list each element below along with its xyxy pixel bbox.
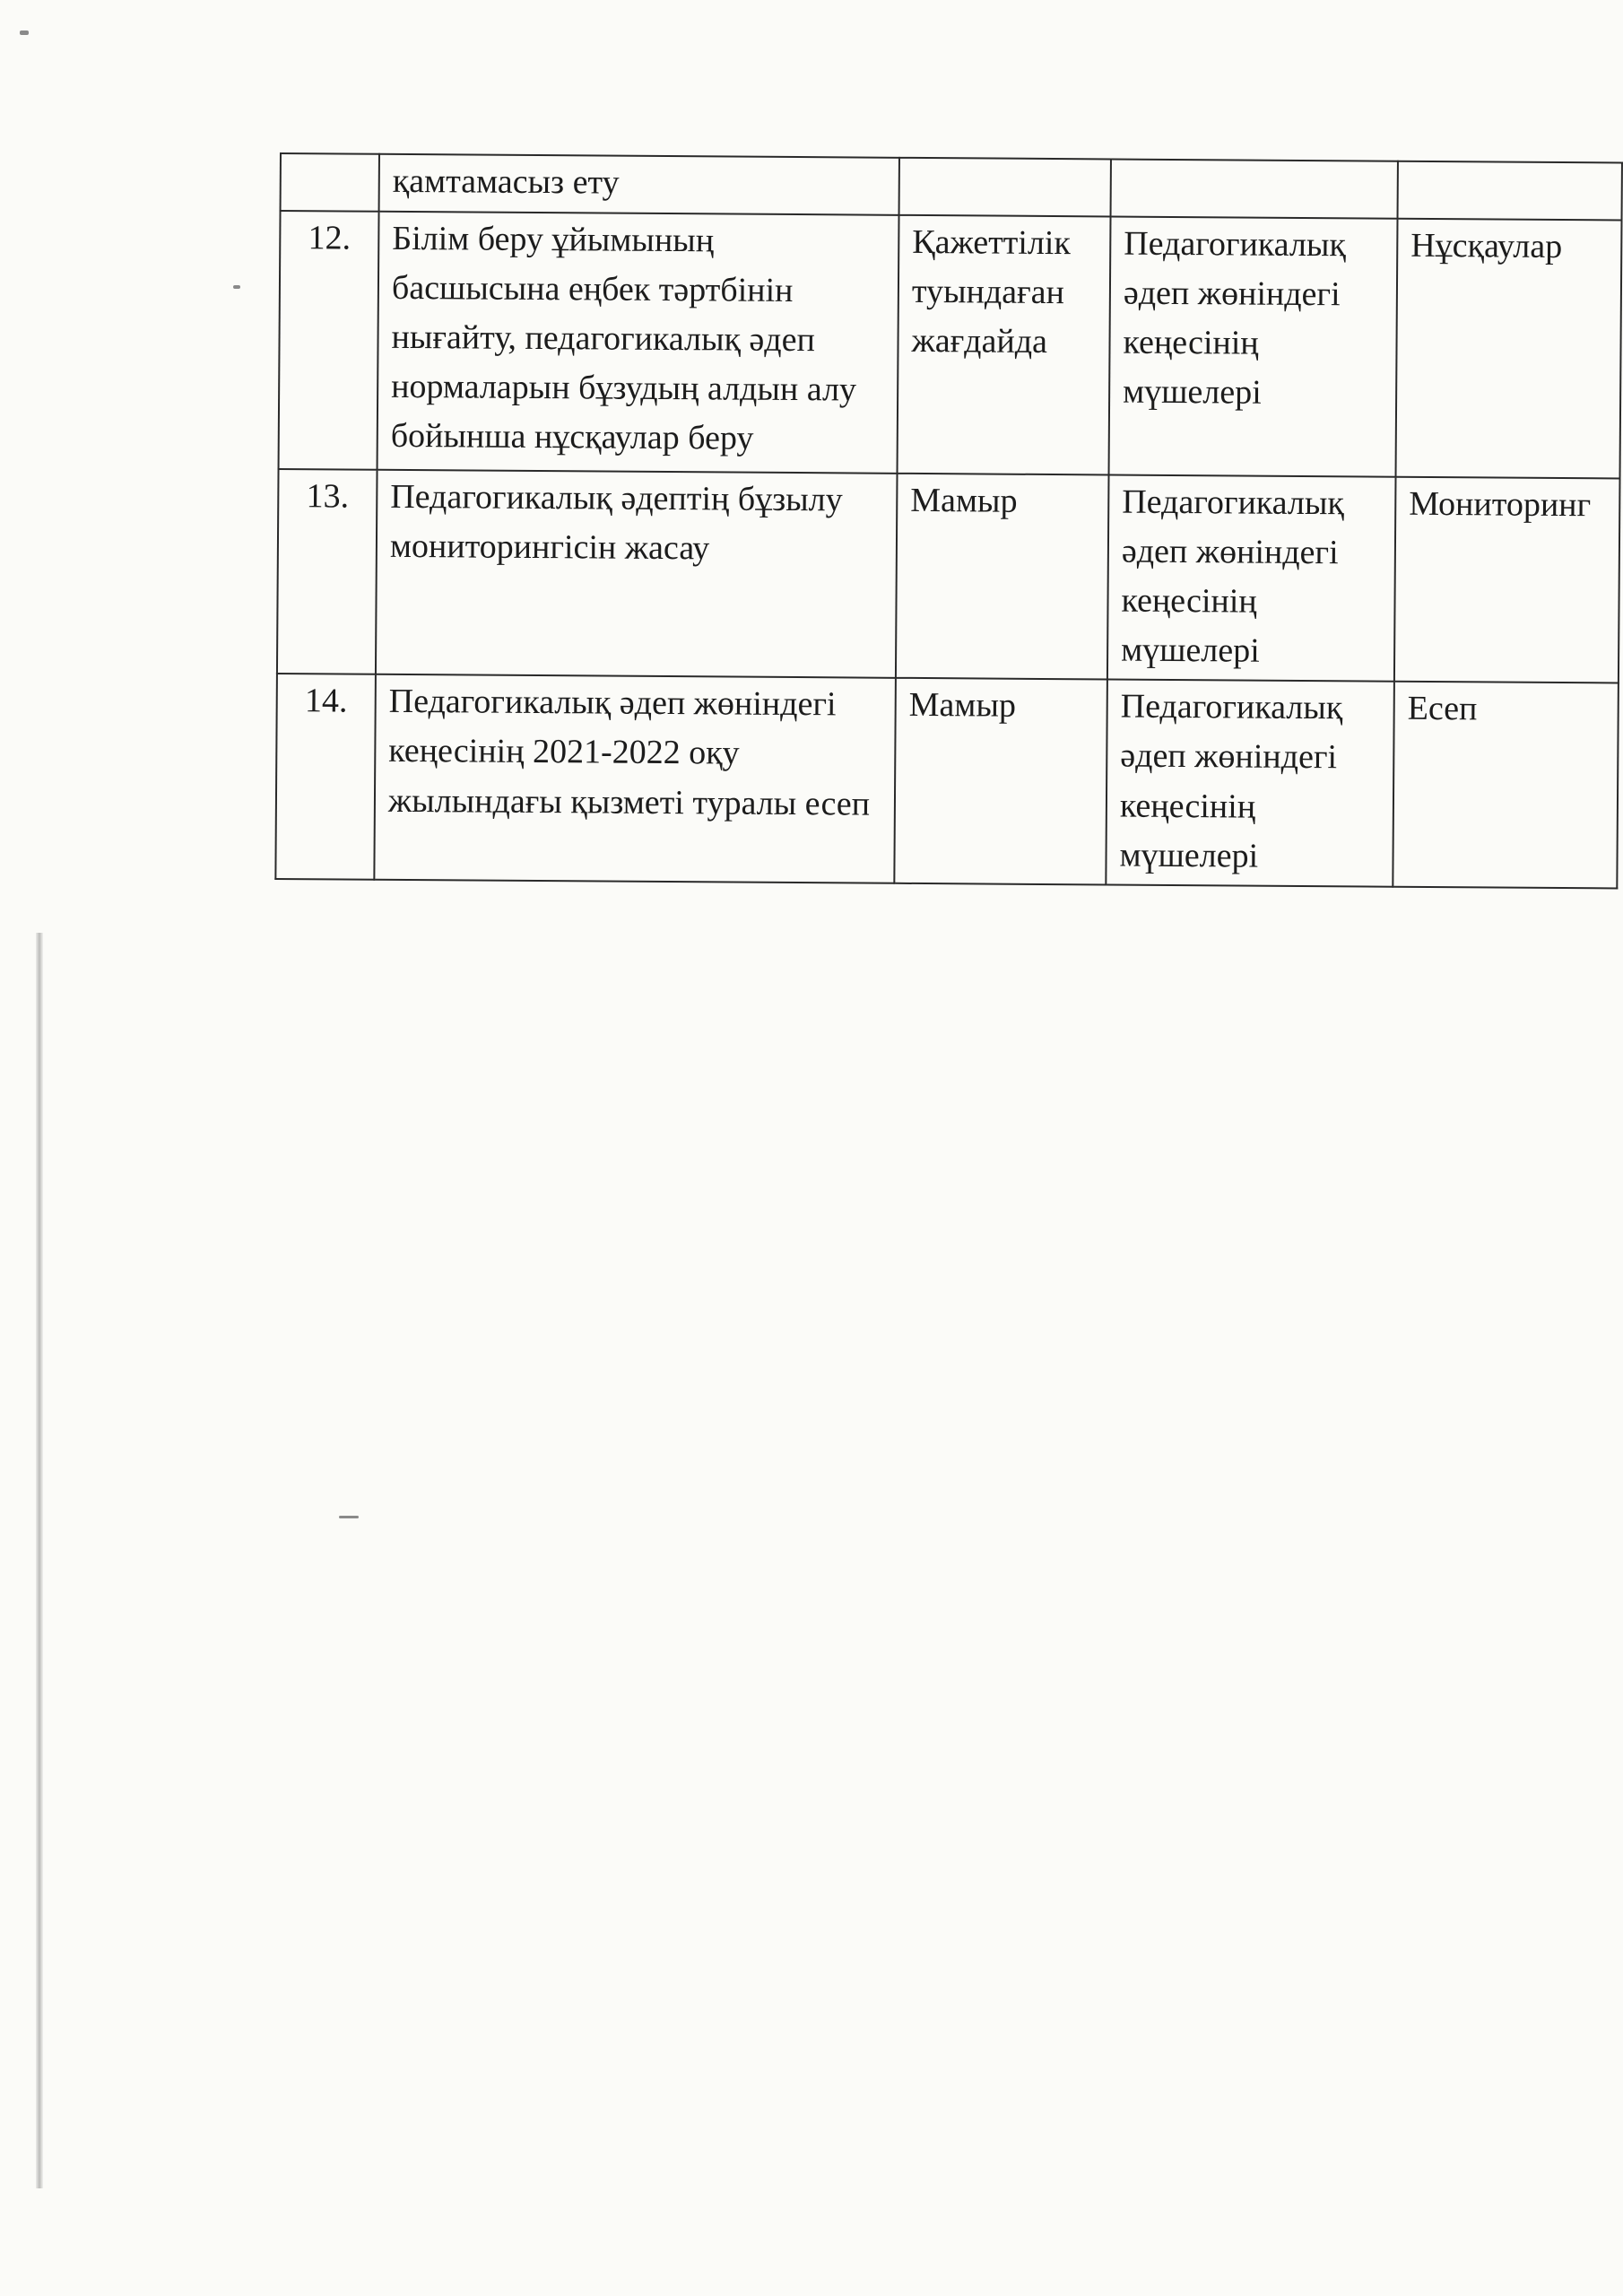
cell-deadline xyxy=(899,158,1111,217)
cell-activity: Педагогикалық әдептің бұзылу мониторингісін жасау xyxy=(376,470,898,678)
cell-responsible: Педагогикалық әдеп жөніндегі кеңесінің мүшелері xyxy=(1107,474,1396,682)
cell-responsible: Педагогикалық әдеп жөніндегі кеңесінің мүшелері xyxy=(1106,680,1394,887)
cell-deadline: Мамыр xyxy=(896,474,1109,680)
scan-shadow xyxy=(36,933,43,2188)
cell-deadline: Мамыр xyxy=(894,678,1107,884)
scan-speck xyxy=(339,1516,359,1518)
cell-activity: Білім беру ұйымының басшысына еңбек тәртбінін нығайту, педагогикалық әдеп нормаларын бұзудың алдын алу бойынша нұсқаулар беру xyxy=(378,212,899,474)
cell-responsible xyxy=(1111,159,1398,218)
table-row xyxy=(281,153,1622,220)
table-row xyxy=(277,469,1620,683)
plan-table-container xyxy=(274,152,1621,886)
table-row xyxy=(275,674,1619,888)
scan-speck xyxy=(233,285,240,289)
cell-form: Есеп xyxy=(1393,682,1619,888)
cell-activity: қамтамасыз ету xyxy=(379,154,899,215)
cell-deadline: Қажеттілік туындаған жағдайда xyxy=(898,215,1111,475)
cell-activity: Педагогикалық әдеп жөніндегі кеңесінің 2021-2022 оқу жылындағы қызметі туралы есеп xyxy=(374,674,896,883)
plan-table xyxy=(274,152,1623,889)
cell-number xyxy=(281,153,379,212)
table-row xyxy=(279,211,1622,478)
cell-number: 13. xyxy=(277,469,378,674)
cell-responsible: Педагогикалық әдеп жөніндегі кеңесінің мүшелері xyxy=(1109,216,1398,476)
cell-form xyxy=(1398,161,1622,221)
scan-speck xyxy=(20,30,29,35)
cell-number: 12. xyxy=(279,211,379,470)
cell-form: Мониторинг xyxy=(1394,477,1620,683)
cell-number: 14. xyxy=(275,674,376,879)
cell-form: Нұсқаулар xyxy=(1396,219,1622,479)
